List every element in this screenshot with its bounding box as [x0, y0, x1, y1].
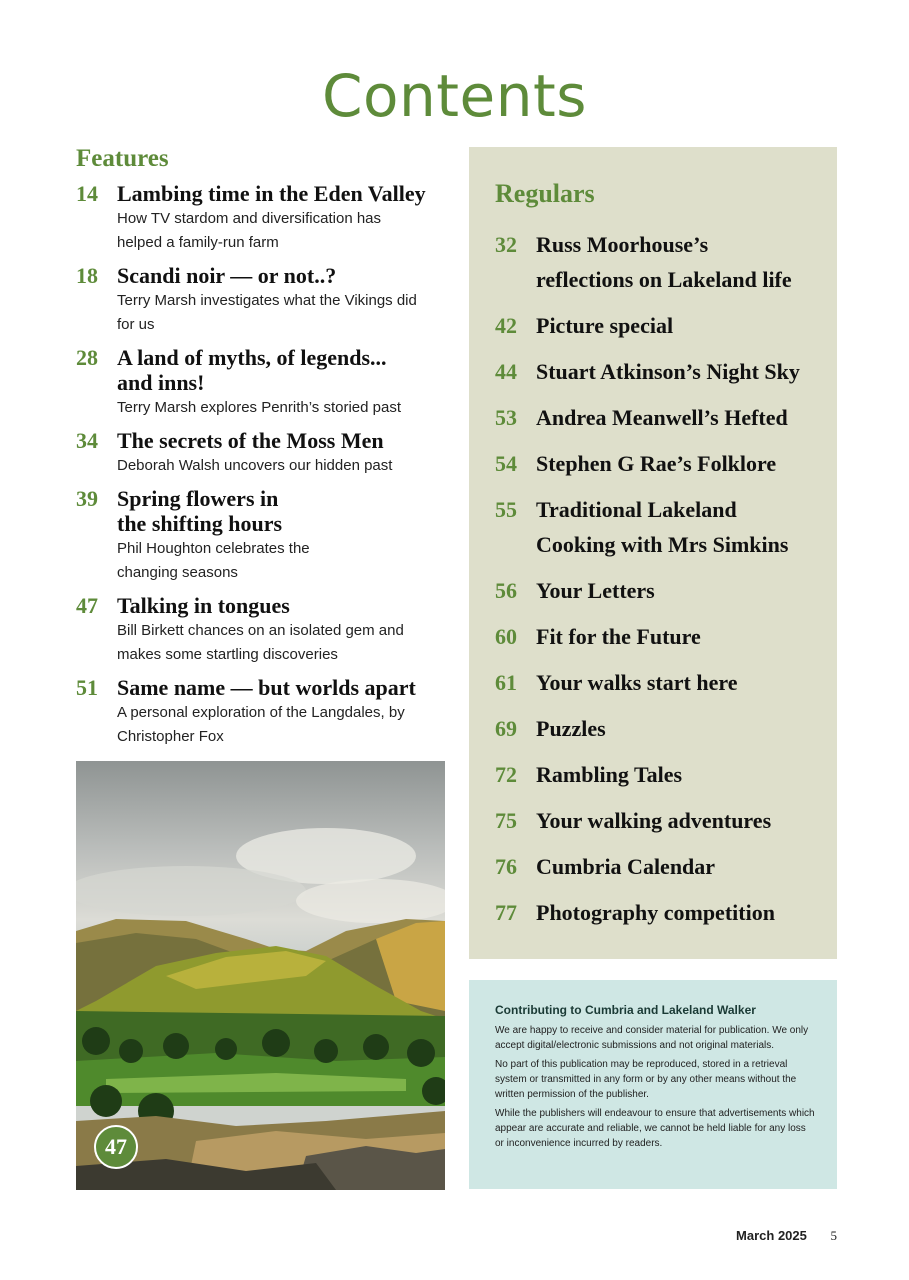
regular-item[interactable]: [495, 619, 825, 654]
contributing-title: Contributing to Cumbria and Lakeland Walker: [495, 1003, 756, 1017]
feature-description: Phil Houghton celebrates the changing seasons: [117, 540, 310, 581]
regular-item[interactable]: [495, 400, 825, 435]
regular-page-number: 32: [495, 232, 517, 257]
regular-item[interactable]: [495, 849, 825, 884]
regular-item[interactable]: [495, 308, 825, 343]
contributing-paragraph: While the publishers will endeavour to ensure that advertisements which appear are accurate and reliable, we cannot be held liable for any loss or inconvenience incurred by readers.: [495, 1108, 815, 1149]
page-number: 5: [830, 1228, 837, 1243]
feature-item[interactable]: [76, 345, 446, 420]
regular-item[interactable]: [495, 665, 825, 700]
feature-page-number: 14: [76, 181, 98, 206]
regular-item[interactable]: [495, 895, 825, 930]
feature-title: Lambing time in the Eden Valley: [117, 181, 426, 206]
regular-item[interactable]: [495, 492, 825, 562]
feature-item[interactable]: [76, 486, 446, 585]
feature-page-number: 34: [76, 428, 98, 453]
regular-page-number: 61: [495, 670, 517, 695]
regular-title: Andrea Meanwell’s Hefted: [536, 405, 788, 430]
issue-date: March 2025: [736, 1228, 807, 1243]
contributing-paragraph: We are happy to receive and consider material for publication. We only accept digital/electronic submissions and not original materials.: [495, 1025, 809, 1051]
regular-page-number: 44: [495, 359, 517, 384]
feature-item[interactable]: [76, 593, 446, 667]
feature-page-number: 51: [76, 675, 98, 700]
feature-item[interactable]: [76, 428, 446, 478]
feature-item[interactable]: [76, 675, 446, 749]
regular-title: Your Letters: [536, 578, 655, 603]
landscape-photo: [76, 761, 445, 1190]
regular-item[interactable]: [495, 803, 825, 838]
regulars-heading: Regulars: [495, 179, 595, 208]
regular-page-number: 72: [495, 762, 517, 787]
regular-item[interactable]: [495, 573, 825, 608]
feature-title: The secrets of the Moss Men: [117, 428, 384, 453]
features-heading: Features: [76, 145, 169, 172]
regular-page-number: 77: [495, 900, 517, 925]
feature-description: Deborah Walsh uncovers our hidden past: [117, 457, 393, 474]
regular-title: Fit for the Future: [536, 624, 701, 649]
regulars-list: [495, 227, 825, 941]
contributing-box: [469, 980, 837, 1189]
feature-item[interactable]: [76, 181, 446, 255]
regular-page-number: 55: [495, 497, 517, 522]
feature-description: Terry Marsh investigates what the Vikings did for us: [117, 292, 417, 333]
regular-page-number: 53: [495, 405, 517, 430]
regular-page-number: 75: [495, 808, 517, 833]
feature-title: A land of myths, of legends... and inns!: [117, 345, 387, 395]
regular-item[interactable]: [495, 446, 825, 481]
regular-item[interactable]: [495, 354, 825, 389]
regular-title: Stuart Atkinson’s Night Sky: [536, 359, 800, 384]
contributing-paragraph: No part of this publication may be reproduced, stored in a retrieval system or transmitted in any form or by any other means without the written permission of the publisher.: [495, 1059, 797, 1100]
regular-page-number: 60: [495, 624, 517, 649]
feature-description: A personal exploration of the Langdales, by Christopher Fox: [117, 704, 405, 745]
regular-page-number: 42: [495, 313, 517, 338]
page-badge: 47: [94, 1125, 138, 1169]
regular-item[interactable]: [495, 227, 825, 297]
feature-description: How TV stardom and diversification has helped a family-run farm: [117, 210, 382, 251]
feature-title: Same name — but worlds apart: [117, 675, 416, 700]
regular-title: Rambling Tales: [536, 762, 683, 787]
feature-title: Spring flowers in the shifting hours: [117, 486, 283, 536]
feature-description: Bill Birkett chances on an isolated gem and makes some startling discoveries: [117, 622, 404, 663]
regular-title: Traditional Lakeland Cooking with Mrs Simkins: [536, 497, 789, 557]
feature-description: Terry Marsh explores Penrith’s storied past: [117, 399, 402, 416]
feature-page-number: 28: [76, 345, 98, 370]
regular-item[interactable]: [495, 711, 825, 746]
regular-item[interactable]: [495, 757, 825, 792]
feature-title: Talking in tongues: [117, 593, 290, 618]
regular-title: Puzzles: [536, 716, 606, 741]
feature-title: Scandi noir — or not..?: [117, 263, 337, 288]
feature-page-number: 39: [76, 486, 98, 511]
regular-title: Your walks start here: [536, 670, 738, 695]
regular-page-number: 76: [495, 854, 517, 879]
regular-page-number: 69: [495, 716, 517, 741]
feature-page-number: 47: [76, 593, 98, 618]
page-footer: [736, 1228, 837, 1244]
regular-title: Russ Moorhouse’s reflections on Lakeland life: [536, 232, 792, 292]
feature-page-number: 18: [76, 263, 98, 288]
regular-title: Cumbria Calendar: [536, 854, 716, 879]
regular-title: Picture special: [536, 313, 674, 338]
regular-title: Your walking adventures: [536, 808, 772, 833]
regular-page-number: 56: [495, 578, 517, 603]
regulars-section: [469, 147, 837, 959]
features-section: [76, 145, 446, 757]
regular-title: Stephen G Rae’s Folklore: [536, 451, 777, 476]
page-title: Contents: [322, 62, 587, 130]
regular-page-number: 54: [495, 451, 517, 476]
regular-title: Photography competition: [536, 900, 775, 925]
feature-item[interactable]: [76, 263, 446, 337]
